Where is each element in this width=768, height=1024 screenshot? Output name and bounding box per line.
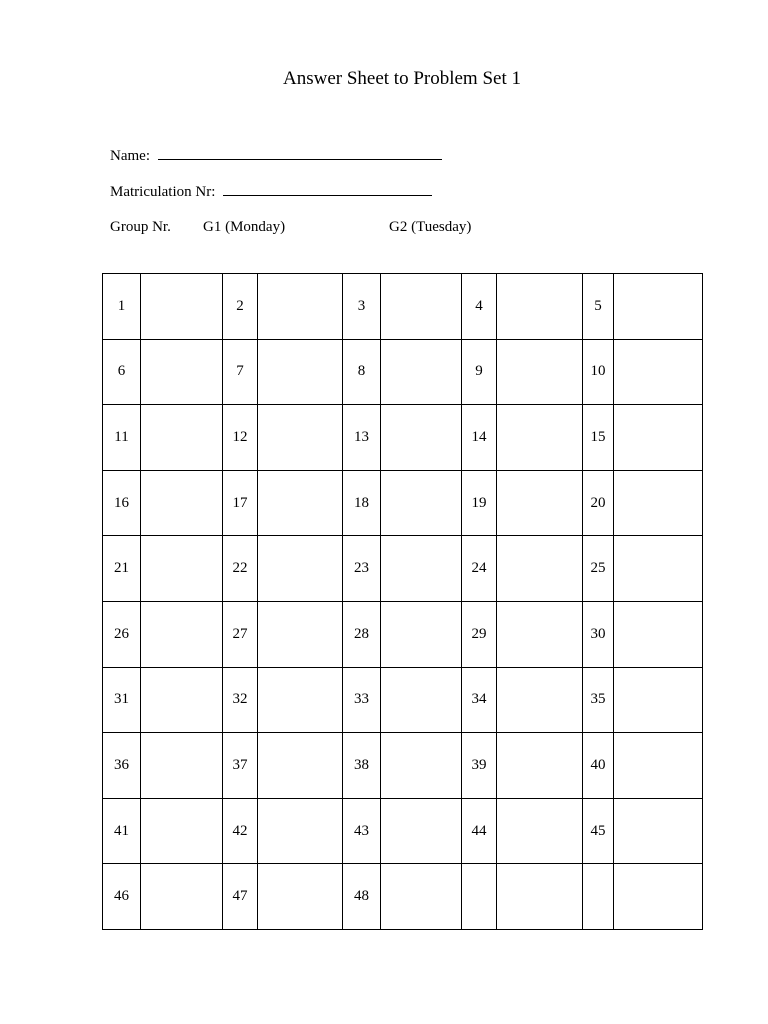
question-number: 44 (462, 798, 497, 864)
question-number: 40 (583, 733, 614, 799)
answer-box[interactable] (258, 798, 343, 864)
answer-box[interactable] (381, 339, 462, 405)
question-number: 15 (583, 405, 614, 471)
answer-box[interactable] (258, 274, 343, 340)
answer-box[interactable] (614, 339, 703, 405)
question-number: 48 (343, 864, 381, 930)
answer-box[interactable] (381, 274, 462, 340)
question-number: 32 (223, 667, 258, 733)
question-number: 20 (583, 470, 614, 536)
question-number (583, 864, 614, 930)
page-title: Answer Sheet to Problem Set 1 (282, 68, 521, 89)
answer-row (103, 536, 703, 602)
question-number: 28 (343, 601, 381, 667)
answer-box[interactable] (381, 667, 462, 733)
answer-box[interactable] (497, 405, 583, 471)
question-number: 6 (103, 339, 141, 405)
question-number: 12 (223, 405, 258, 471)
answer-box[interactable] (614, 405, 703, 471)
answer-box[interactable] (258, 470, 343, 536)
answer-box[interactable] (381, 536, 462, 602)
question-number: 18 (343, 470, 381, 536)
question-number: 3 (343, 274, 381, 340)
answer-box[interactable] (258, 864, 343, 930)
group-option-g1[interactable]: G1 (Monday) (203, 219, 286, 235)
question-number: 43 (343, 798, 381, 864)
question-number: 26 (103, 601, 141, 667)
answer-box[interactable] (141, 667, 223, 733)
group-label: Group Nr. (110, 219, 171, 235)
answer-box[interactable] (258, 339, 343, 405)
question-number: 13 (343, 405, 381, 471)
question-number: 4 (462, 274, 497, 340)
question-number: 14 (462, 405, 497, 471)
answer-box[interactable] (141, 339, 223, 405)
answer-box[interactable] (497, 470, 583, 536)
question-number: 9 (462, 339, 497, 405)
answer-box[interactable] (141, 601, 223, 667)
answer-row (103, 733, 703, 799)
question-number (462, 864, 497, 930)
question-number: 35 (583, 667, 614, 733)
answer-box[interactable] (497, 864, 583, 930)
answer-box[interactable] (614, 470, 703, 536)
answer-box[interactable] (497, 339, 583, 405)
answer-box[interactable] (258, 733, 343, 799)
answer-box[interactable] (141, 864, 223, 930)
question-number: 30 (583, 601, 614, 667)
answer-box[interactable] (141, 536, 223, 602)
matriculation-row (110, 182, 432, 201)
question-number: 42 (223, 798, 258, 864)
answer-box[interactable] (614, 864, 703, 930)
name-label: Name: (110, 148, 150, 164)
question-number: 11 (103, 405, 141, 471)
question-number: 8 (343, 339, 381, 405)
answer-row (103, 798, 703, 864)
answer-grid-body (103, 274, 703, 930)
answer-box[interactable] (381, 733, 462, 799)
question-number: 1 (103, 274, 141, 340)
answer-box[interactable] (258, 601, 343, 667)
question-number: 7 (223, 339, 258, 405)
question-number: 39 (462, 733, 497, 799)
answer-box[interactable] (497, 601, 583, 667)
answer-box[interactable] (258, 405, 343, 471)
question-number: 23 (343, 536, 381, 602)
answer-row (103, 470, 703, 536)
answer-box[interactable] (381, 405, 462, 471)
answer-box[interactable] (141, 470, 223, 536)
question-number: 27 (223, 601, 258, 667)
answer-row (103, 667, 703, 733)
answer-box[interactable] (497, 667, 583, 733)
answer-box[interactable] (614, 536, 703, 602)
answer-box[interactable] (497, 536, 583, 602)
answer-box[interactable] (614, 601, 703, 667)
answer-box[interactable] (141, 733, 223, 799)
group-option-g2[interactable]: G2 (Tuesday) (389, 219, 472, 235)
question-number: 36 (103, 733, 141, 799)
question-number: 38 (343, 733, 381, 799)
question-number: 16 (103, 470, 141, 536)
question-number: 47 (223, 864, 258, 930)
question-number: 34 (462, 667, 497, 733)
answer-box[interactable] (258, 536, 343, 602)
question-number: 45 (583, 798, 614, 864)
answer-box[interactable] (258, 667, 343, 733)
answer-row (103, 339, 703, 405)
answer-box[interactable] (381, 798, 462, 864)
answer-box[interactable] (381, 601, 462, 667)
question-number: 37 (223, 733, 258, 799)
name-row (110, 146, 442, 165)
matriculation-label: Matriculation Nr: (110, 184, 216, 200)
question-number: 24 (462, 536, 497, 602)
answer-box[interactable] (497, 798, 583, 864)
answer-box[interactable] (381, 470, 462, 536)
question-number: 33 (343, 667, 381, 733)
answer-row (103, 601, 703, 667)
group-row (110, 219, 472, 236)
question-number: 5 (583, 274, 614, 340)
name-field[interactable] (158, 146, 442, 160)
question-number: 25 (583, 536, 614, 602)
question-number: 17 (223, 470, 258, 536)
answer-box[interactable] (614, 733, 703, 799)
question-number: 21 (103, 536, 141, 602)
answer-row (103, 864, 703, 930)
answer-row (103, 274, 703, 340)
question-number: 41 (103, 798, 141, 864)
answer-box[interactable] (614, 274, 703, 340)
question-number: 2 (223, 274, 258, 340)
question-number: 46 (103, 864, 141, 930)
question-number: 31 (103, 667, 141, 733)
matriculation-field[interactable] (223, 182, 432, 196)
question-number: 22 (223, 536, 258, 602)
answer-box[interactable] (141, 798, 223, 864)
question-number: 29 (462, 601, 497, 667)
answer-box[interactable] (141, 405, 223, 471)
answer-row (103, 405, 703, 471)
question-number: 10 (583, 339, 614, 405)
answer-box[interactable] (497, 733, 583, 799)
answer-box[interactable] (381, 864, 462, 930)
answer-box[interactable] (497, 274, 583, 340)
answer-box[interactable] (141, 274, 223, 340)
answer-grid (102, 273, 703, 930)
question-number: 19 (462, 470, 497, 536)
answer-box[interactable] (614, 667, 703, 733)
answer-box[interactable] (614, 798, 703, 864)
